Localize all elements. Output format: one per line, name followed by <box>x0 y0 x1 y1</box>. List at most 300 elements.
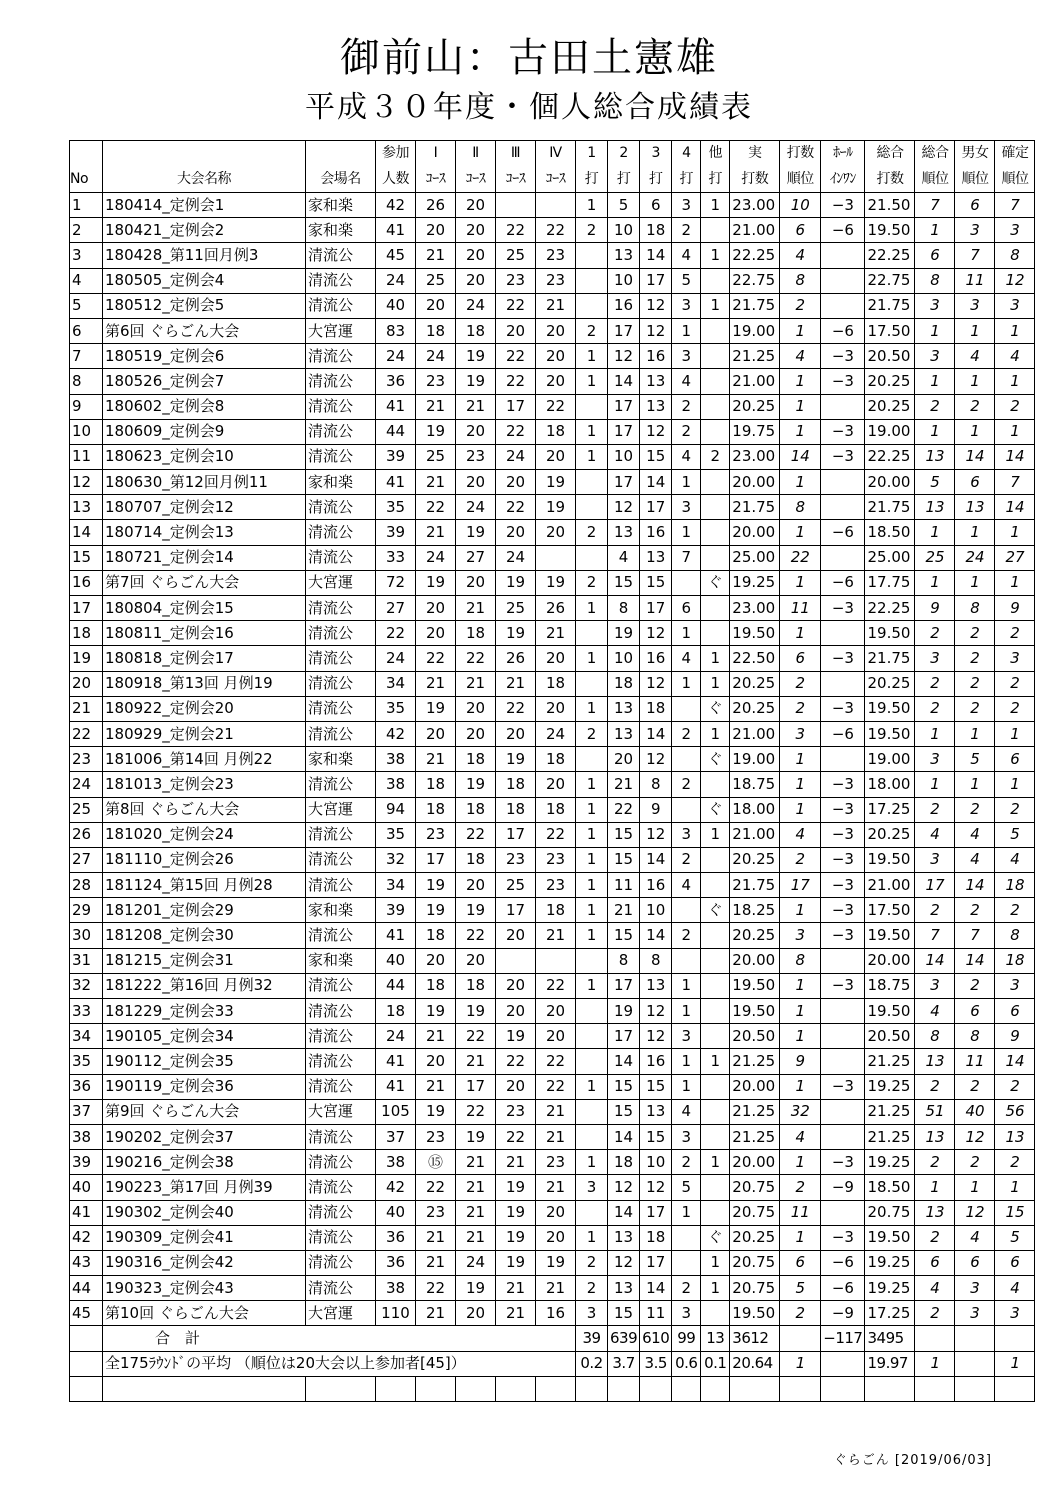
cell-shots-2: 17 <box>608 318 640 343</box>
cell-shots-2: 11 <box>608 873 640 898</box>
cell-final-rank: 5 <box>995 1225 1035 1250</box>
cell-venue: 清流公 <box>306 822 376 847</box>
cell-actual-score: 19.00 <box>730 747 780 772</box>
header-hole-in-one: ﾎｰﾙ <box>821 141 865 167</box>
cell-shots-3: 12 <box>640 621 672 646</box>
cell-no: 24 <box>70 772 103 797</box>
cell-course-2: 22 <box>456 822 496 847</box>
cell-hole-in-one: −3 <box>821 873 865 898</box>
average-shots-4: 0.6 <box>672 1351 701 1376</box>
cell-course-3: 21 <box>496 1301 536 1326</box>
cell-course-1: 17 <box>416 847 456 872</box>
cell-total-score: 19.50 <box>865 999 915 1024</box>
cell-shots-4 <box>672 570 701 595</box>
table-row <box>70 318 1035 343</box>
cell-total-score: 20.25 <box>865 822 915 847</box>
cell-course-2: 21 <box>456 671 496 696</box>
cell-course-4: 20 <box>536 444 576 469</box>
cell-overall-rank: 13 <box>915 1049 955 1074</box>
cell-shots-4: 2 <box>672 1150 701 1175</box>
cell-blank <box>780 1376 821 1401</box>
cell-course-4: 22 <box>536 1074 576 1099</box>
cell-course-4: 20 <box>536 318 576 343</box>
cell-gender-rank: 2 <box>955 1150 995 1175</box>
cell-shots-other <box>701 847 730 872</box>
cell-hole-in-one <box>821 394 865 419</box>
cell-actual-score: 20.75 <box>730 1200 780 1225</box>
table-row <box>70 747 1035 772</box>
cell-final-rank: 12 <box>995 268 1035 293</box>
cell-total-score: 19.50 <box>865 1225 915 1250</box>
cell-no: 14 <box>70 520 103 545</box>
cell-score-rank: 1 <box>780 394 821 419</box>
total-shots-3: 610 <box>640 1326 672 1351</box>
cell-participants: 41 <box>376 218 416 243</box>
cell-final-rank: 14 <box>995 444 1035 469</box>
cell-event-name: 190105_定例会34 <box>103 1024 306 1049</box>
cell-total-score: 22.75 <box>865 268 915 293</box>
cell-course-2: 24 <box>456 293 496 318</box>
cell-blank <box>915 1376 955 1401</box>
cell-no: 27 <box>70 847 103 872</box>
cell-course-1: 21 <box>416 747 456 772</box>
average-score-rank: 1 <box>780 1351 821 1376</box>
cell-final-rank: 7 <box>995 193 1035 218</box>
cell-shots-other: 1 <box>701 1150 730 1175</box>
table-row <box>70 1074 1035 1099</box>
cell-overall-rank: 8 <box>915 268 955 293</box>
cell-course-4: 19 <box>536 495 576 520</box>
cell-course-2: 27 <box>456 545 496 570</box>
cell-blank <box>608 1376 640 1401</box>
cell-actual-score: 25.00 <box>730 545 780 570</box>
cell-actual-score: 21.25 <box>730 1124 780 1149</box>
cell-venue: 清流公 <box>306 545 376 570</box>
cell-event-name: 180428_第11回月例3 <box>103 243 306 268</box>
cell-event-name: 190302_定例会40 <box>103 1200 306 1225</box>
cell-shots-other: 1 <box>701 721 730 746</box>
cell-hole-in-one: −3 <box>821 973 865 998</box>
cell-event-name: 181222_第16回 月例32 <box>103 973 306 998</box>
cell-shots-4: 5 <box>672 1175 701 1200</box>
cell-shots-1: 1 <box>576 344 608 369</box>
cell-shots-1: 1 <box>576 596 608 621</box>
cell-venue: 清流公 <box>306 621 376 646</box>
cell-gender-rank: 1 <box>955 520 995 545</box>
cell-course-4: 19 <box>536 470 576 495</box>
cell-no: 34 <box>70 1024 103 1049</box>
cell-shots-2: 8 <box>608 948 640 973</box>
cell-final-rank: 14 <box>995 495 1035 520</box>
cell-total-score: 19.25 <box>865 1150 915 1175</box>
cell-shots-4: 4 <box>672 646 701 671</box>
header-total-score: 総合 <box>865 141 915 167</box>
cell-venue: 清流公 <box>306 1074 376 1099</box>
cell-gender-rank: 3 <box>955 218 995 243</box>
cell-shots-4: 1 <box>672 470 701 495</box>
cell-actual-score: 20.00 <box>730 470 780 495</box>
cell-shots-3: 8 <box>640 948 672 973</box>
cell-shots-2: 15 <box>608 822 640 847</box>
cell-final-rank: 2 <box>995 797 1035 822</box>
cell-event-name: 180922_定例会20 <box>103 696 306 721</box>
cell-event-name: 181124_第15回 月例28 <box>103 873 306 898</box>
cell-shots-1: 2 <box>576 318 608 343</box>
cell-shots-1: 1 <box>576 898 608 923</box>
cell-course-1: 21 <box>416 394 456 419</box>
cell-course-4: 20 <box>536 369 576 394</box>
table-row <box>70 419 1035 444</box>
cell-course-3: 23 <box>496 268 536 293</box>
cell-course-1: 24 <box>416 545 456 570</box>
cell-course-2: 21 <box>456 1150 496 1175</box>
cell-total-score: 20.75 <box>865 1200 915 1225</box>
cell-actual-score: 23.00 <box>730 193 780 218</box>
cell-shots-4: 1 <box>672 1049 701 1074</box>
cell-course-2: 18 <box>456 318 496 343</box>
cell-shots-4: 1 <box>672 671 701 696</box>
cell-shots-1: 1 <box>576 1074 608 1099</box>
cell-hole-in-one: −3 <box>821 369 865 394</box>
cell-no: 25 <box>70 797 103 822</box>
cell-participants: 45 <box>376 243 416 268</box>
cell-event-name: 180519_定例会6 <box>103 344 306 369</box>
cell-shots-2: 14 <box>608 1200 640 1225</box>
cell-gender-rank: 2 <box>955 1074 995 1099</box>
cell-venue: 清流公 <box>306 1150 376 1175</box>
cell-shots-other <box>701 999 730 1024</box>
cell-gender-rank: 2 <box>955 696 995 721</box>
cell-shots-4: 1 <box>672 1074 701 1099</box>
cell-shots-4: 4 <box>672 1099 701 1124</box>
cell-shots-1: 2 <box>576 570 608 595</box>
cell-shots-2: 12 <box>608 1250 640 1275</box>
cell-shots-4: 1 <box>672 621 701 646</box>
cell-final-rank: 5 <box>995 822 1035 847</box>
cell-course-3: 26 <box>496 646 536 671</box>
header-final-rank: 順位 <box>995 167 1035 193</box>
cell-participants: 18 <box>376 999 416 1024</box>
cell-course-1: 19 <box>416 570 456 595</box>
cell-no: 31 <box>70 948 103 973</box>
cell-shots-4: 1 <box>672 999 701 1024</box>
cell-shots-4 <box>672 948 701 973</box>
cell-gender-rank: 14 <box>955 444 995 469</box>
cell-total-score: 19.00 <box>865 419 915 444</box>
cell-total-score: 19.50 <box>865 721 915 746</box>
cell-shots-3: 15 <box>640 1124 672 1149</box>
cell-shots-other: 2 <box>701 444 730 469</box>
cell-total-score: 22.25 <box>865 444 915 469</box>
cell-blank <box>865 1376 915 1401</box>
average-row <box>70 1351 1035 1376</box>
cell-shots-3: 14 <box>640 923 672 948</box>
cell-shots-1: 1 <box>576 419 608 444</box>
cell-shots-3: 12 <box>640 1175 672 1200</box>
cell-final-rank: 3 <box>995 1301 1035 1326</box>
cell-gender-rank: 6 <box>955 999 995 1024</box>
cell-shots-4: 2 <box>672 419 701 444</box>
cell-shots-3: 16 <box>640 1049 672 1074</box>
cell-course-4: 20 <box>536 646 576 671</box>
cell-shots-2: 15 <box>608 1301 640 1326</box>
cell-course-2: 24 <box>456 1250 496 1275</box>
table-row <box>70 470 1035 495</box>
cell-score-rank: 1 <box>780 1024 821 1049</box>
cell-overall-rank: 1 <box>915 1175 955 1200</box>
cell-course-1: 21 <box>416 520 456 545</box>
cell-course-1: 21 <box>416 1024 456 1049</box>
cell-no: 15 <box>70 545 103 570</box>
table-row <box>70 1024 1035 1049</box>
cell-course-4: 18 <box>536 419 576 444</box>
cell-course-2: 19 <box>456 369 496 394</box>
cell-actual-score: 19.50 <box>730 1301 780 1326</box>
header-participants: 人数 <box>376 167 416 193</box>
cell-shots-2: 13 <box>608 243 640 268</box>
cell-event-name: 181201_定例会29 <box>103 898 306 923</box>
cell-event-name: 181013_定例会23 <box>103 772 306 797</box>
cell-course-1: 19 <box>416 898 456 923</box>
header-final-rank: 確定 <box>995 141 1035 167</box>
cell-course-1: 21 <box>416 243 456 268</box>
cell-course-1: 21 <box>416 1225 456 1250</box>
cell-shots-other <box>701 1074 730 1099</box>
cell-total-score: 18.00 <box>865 772 915 797</box>
cell-shots-other <box>701 621 730 646</box>
cell-no: 3 <box>70 243 103 268</box>
cell-shots-4: 2 <box>672 847 701 872</box>
cell-participants: 41 <box>376 394 416 419</box>
cell-final-rank: 3 <box>995 973 1035 998</box>
table-row <box>70 1099 1035 1124</box>
cell-course-2: 19 <box>456 1276 496 1301</box>
cell-event-name: 180512_定例会5 <box>103 293 306 318</box>
cell-shots-3: 12 <box>640 671 672 696</box>
cell-course-2: 18 <box>456 847 496 872</box>
empty-row <box>70 1376 1035 1401</box>
cell-participants: 36 <box>376 1225 416 1250</box>
cell-shots-1 <box>576 268 608 293</box>
cell-shots-1 <box>576 495 608 520</box>
cell-gender-rank: 2 <box>955 646 995 671</box>
cell-overall-rank: 1 <box>915 520 955 545</box>
cell-total-score: 19.50 <box>865 621 915 646</box>
cell-participants: 24 <box>376 268 416 293</box>
cell-shots-2: 15 <box>608 570 640 595</box>
cell-hole-in-one: −3 <box>821 596 865 621</box>
cell-score-rank: 8 <box>780 948 821 973</box>
cell-gender-rank: 11 <box>955 1049 995 1074</box>
cell-score-rank: 1 <box>780 1074 821 1099</box>
cell-gender-rank: 1 <box>955 419 995 444</box>
cell-total-score: 21.25 <box>865 1099 915 1124</box>
cell-no: 23 <box>70 747 103 772</box>
cell-course-4: 19 <box>536 570 576 595</box>
cell-gender-rank: 12 <box>955 1200 995 1225</box>
cell-shots-3: 10 <box>640 898 672 923</box>
cell-actual-score: 21.25 <box>730 1099 780 1124</box>
cell-gender-rank: 24 <box>955 545 995 570</box>
cell-shots-1: 1 <box>576 369 608 394</box>
cell-shots-1 <box>576 1024 608 1049</box>
cell-blank <box>576 1376 608 1401</box>
cell-no: 28 <box>70 873 103 898</box>
cell-blank <box>821 1376 865 1401</box>
header-venue <box>306 141 376 167</box>
cell-shots-3: 12 <box>640 822 672 847</box>
cell-shots-3: 13 <box>640 973 672 998</box>
average-shots-2: 3.7 <box>608 1351 640 1376</box>
cell-shots-3: 18 <box>640 218 672 243</box>
cell-shots-4: 3 <box>672 495 701 520</box>
cell-shots-4: 2 <box>672 218 701 243</box>
cell-actual-score: 21.00 <box>730 369 780 394</box>
cell-course-4: 20 <box>536 696 576 721</box>
cell-shots-3: 16 <box>640 646 672 671</box>
cell-course-3: 17 <box>496 822 536 847</box>
cell-participants: 38 <box>376 747 416 772</box>
cell-course-4 <box>536 193 576 218</box>
cell-course-3: 21 <box>496 1276 536 1301</box>
cell-gender-rank: 6 <box>955 193 995 218</box>
cell-overall-rank: 13 <box>915 444 955 469</box>
cell-score-rank: 2 <box>780 696 821 721</box>
cell-course-2: 20 <box>456 721 496 746</box>
table-row <box>70 822 1035 847</box>
cell-hole-in-one <box>821 948 865 973</box>
cell-course-2: 20 <box>456 948 496 973</box>
cell-shots-1: 2 <box>576 218 608 243</box>
cell-overall-rank: 17 <box>915 873 955 898</box>
cell-course-4: 18 <box>536 747 576 772</box>
cell-no: 6 <box>70 318 103 343</box>
cell-final-rank: 8 <box>995 923 1035 948</box>
cell-shots-3: 12 <box>640 747 672 772</box>
cell-course-2: 18 <box>456 973 496 998</box>
cell-overall-rank: 4 <box>915 1276 955 1301</box>
header-shots-1: 打 <box>576 167 608 193</box>
header-course-2: Ⅱ <box>456 141 496 167</box>
cell-event-name: 190223_第17回 月例39 <box>103 1175 306 1200</box>
cell-blank <box>103 1376 306 1401</box>
cell-actual-score: 18.00 <box>730 797 780 822</box>
header-shots-other: 他 <box>701 141 730 167</box>
cell-shots-4: 3 <box>672 193 701 218</box>
cell-no: 30 <box>70 923 103 948</box>
header-row-top <box>70 141 1035 167</box>
cell-course-2: 22 <box>456 923 496 948</box>
cell-event-name: 180714_定例会13 <box>103 520 306 545</box>
cell-blank <box>70 1351 103 1376</box>
cell-course-1: 25 <box>416 444 456 469</box>
table-row <box>70 193 1035 218</box>
cell-shots-other <box>701 596 730 621</box>
cell-score-rank: 17 <box>780 873 821 898</box>
cell-hole-in-one: −3 <box>821 1225 865 1250</box>
cell-event-name: 第10回 ぐらごん大会 <box>103 1301 306 1326</box>
cell-shots-4: 3 <box>672 1124 701 1149</box>
cell-overall-rank: 9 <box>915 596 955 621</box>
cell-hole-in-one: −3 <box>821 797 865 822</box>
cell-shots-1: 1 <box>576 797 608 822</box>
cell-course-1: 26 <box>416 193 456 218</box>
cell-venue: 清流公 <box>306 596 376 621</box>
cell-shots-4: 2 <box>672 721 701 746</box>
cell-overall-rank: 4 <box>915 822 955 847</box>
cell-course-3: 18 <box>496 797 536 822</box>
cell-shots-4 <box>672 1225 701 1250</box>
cell-score-rank: 14 <box>780 444 821 469</box>
cell-score-rank: 5 <box>780 1276 821 1301</box>
cell-overall-rank: 5 <box>915 470 955 495</box>
cell-venue: 清流公 <box>306 243 376 268</box>
cell-no: 29 <box>70 898 103 923</box>
cell-shots-4: 5 <box>672 268 701 293</box>
cell-participants: 37 <box>376 1124 416 1149</box>
cell-course-3 <box>496 193 536 218</box>
cell-final-rank: 2 <box>995 621 1035 646</box>
cell-course-3: 19 <box>496 1200 536 1225</box>
cell-gender-rank: 2 <box>955 394 995 419</box>
cell-course-1: 18 <box>416 318 456 343</box>
cell-shots-4: 4 <box>672 243 701 268</box>
cell-course-3 <box>496 948 536 973</box>
cell-shots-1: 1 <box>576 923 608 948</box>
cell-shots-1: 1 <box>576 696 608 721</box>
cell-gender-rank: 8 <box>955 596 995 621</box>
header-course-4: ｺｰｽ <box>536 167 576 193</box>
cell-hole-in-one: −3 <box>821 193 865 218</box>
cell-course-1: 19 <box>416 696 456 721</box>
cell-course-3: 24 <box>496 545 536 570</box>
header-course-3: Ⅲ <box>496 141 536 167</box>
cell-total-score: 19.00 <box>865 747 915 772</box>
cell-course-2: 22 <box>456 1024 496 1049</box>
cell-hole-in-one <box>821 621 865 646</box>
average-total-score: 19.97 <box>865 1351 915 1376</box>
cell-actual-score: 19.25 <box>730 570 780 595</box>
cell-course-4: 21 <box>536 923 576 948</box>
cell-course-1: 20 <box>416 621 456 646</box>
cell-shots-other <box>701 218 730 243</box>
cell-final-rank: 4 <box>995 1276 1035 1301</box>
cell-actual-score: 20.00 <box>730 1150 780 1175</box>
table-row <box>70 570 1035 595</box>
cell-course-1: 18 <box>416 973 456 998</box>
cell-blank <box>70 1376 103 1401</box>
cell-total-score: 17.75 <box>865 570 915 595</box>
cell-shots-2: 22 <box>608 797 640 822</box>
cell-total-score: 17.50 <box>865 898 915 923</box>
table-row <box>70 646 1035 671</box>
cell-shots-other <box>701 1301 730 1326</box>
cell-shots-1: 1 <box>576 1225 608 1250</box>
cell-overall-rank: 14 <box>915 948 955 973</box>
cell-course-2: 19 <box>456 520 496 545</box>
average-shots-other: 0.1 <box>701 1351 730 1376</box>
cell-venue: 清流公 <box>306 369 376 394</box>
cell-hole-in-one: −3 <box>821 923 865 948</box>
cell-score-rank: 2 <box>780 293 821 318</box>
cell-course-3: 21 <box>496 671 536 696</box>
cell-hole-in-one: −6 <box>821 570 865 595</box>
cell-course-4: 21 <box>536 1124 576 1149</box>
cell-no: 12 <box>70 470 103 495</box>
cell-course-3: 22 <box>496 495 536 520</box>
cell-shots-2: 15 <box>608 1074 640 1099</box>
table-row <box>70 721 1035 746</box>
